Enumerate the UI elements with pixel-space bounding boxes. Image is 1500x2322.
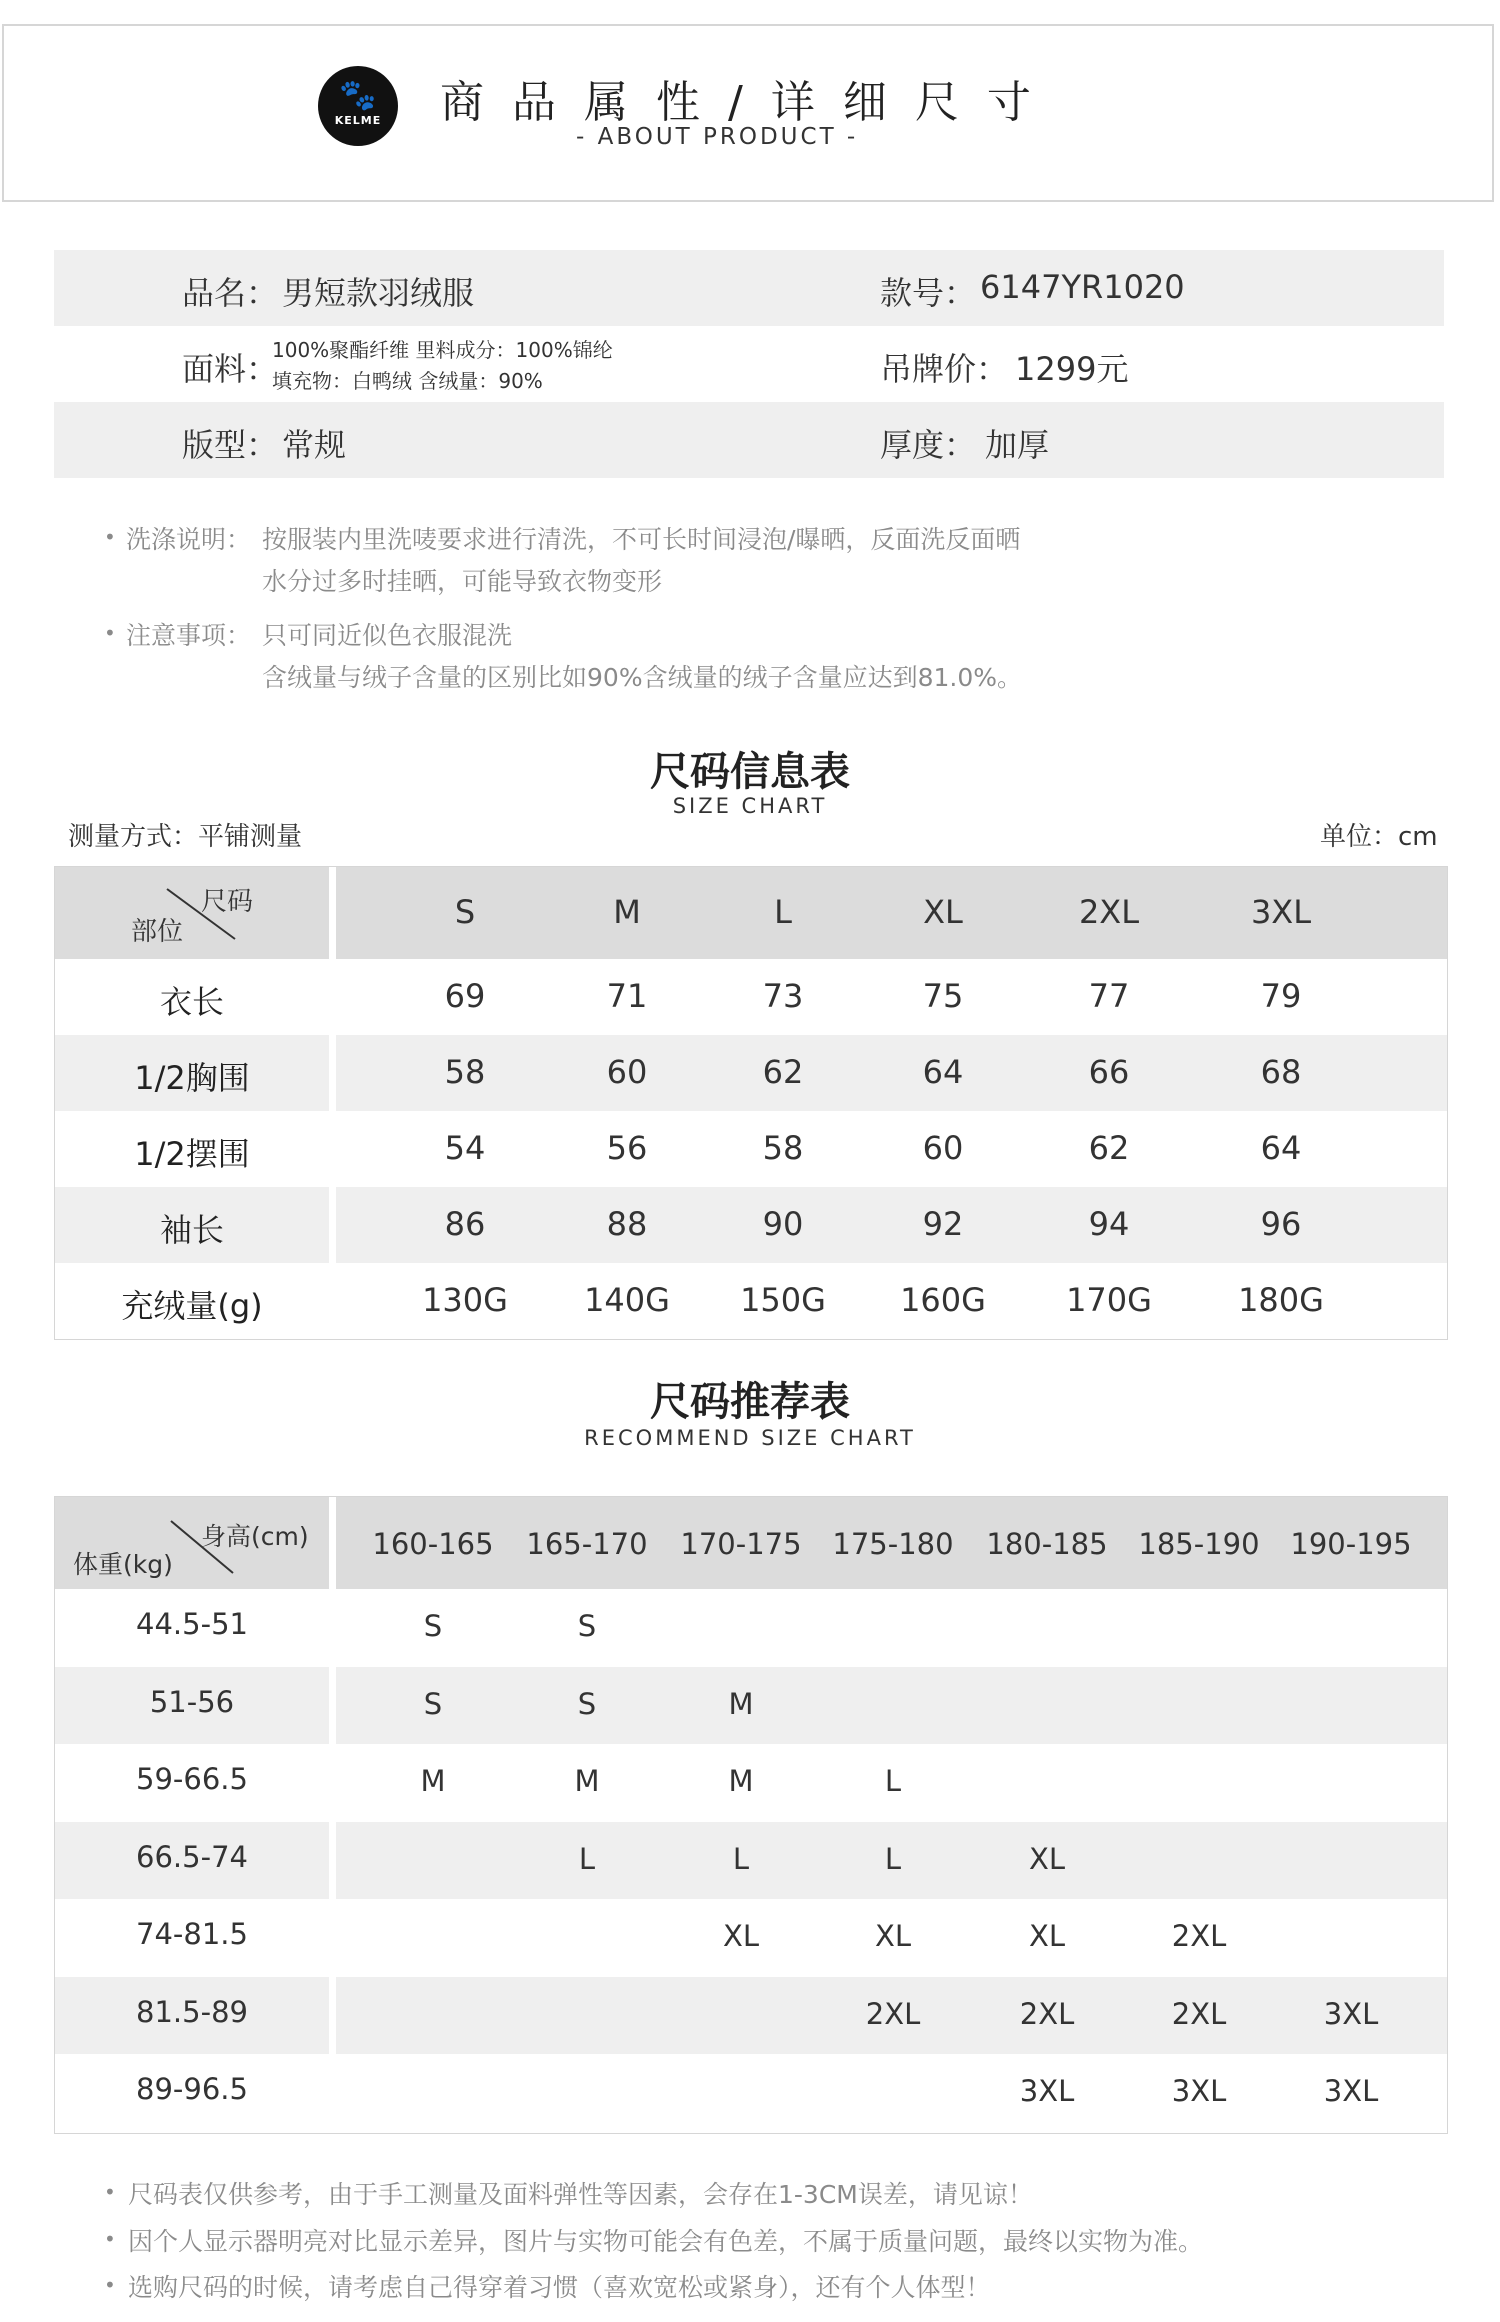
- size-chart-table: [54, 866, 1448, 1340]
- page-title: 商品属性/详细尺寸: [440, 77, 1059, 128]
- logo-brand-text: KELME: [334, 114, 382, 127]
- height-header-cell: 175-180: [832, 1527, 954, 1561]
- recommended-size-cell: 3XL: [1323, 1996, 1379, 2031]
- unit-label: 单位：cm: [1320, 822, 1438, 852]
- recommended-size-cell: M: [728, 1686, 754, 1721]
- recommended-size-cell: 2XL: [1171, 1919, 1227, 1953]
- bullet-dot: •: [104, 621, 116, 645]
- recommended-size-cell: L: [884, 1841, 902, 1876]
- caution-line-1: 只可同近似色衣服混洗: [262, 621, 513, 650]
- recommended-size-cell: L: [884, 1764, 902, 1798]
- size-chart-row: [55, 1111, 1447, 1187]
- size-value-cell: 64: [1260, 1129, 1302, 1167]
- row-divider: [329, 1667, 336, 1745]
- weight-row-label: 81.5-89: [136, 1994, 248, 2029]
- corner-bottom-label: 体重(kg): [73, 1550, 173, 1579]
- size-header-cell: S: [454, 893, 476, 931]
- size-value-cell: 64: [922, 1053, 964, 1091]
- style-label: 款号：: [880, 274, 977, 312]
- footer-note-1: 尺码表仅供参考，由于手工测量及面料弹性等因素，会存在1-3CM误差，请见谅！: [128, 2180, 1033, 2209]
- size-row-label: 1/2摆围: [134, 1135, 250, 1173]
- size-header-cell: L: [774, 893, 792, 931]
- weight-row-label: 74-81.5: [136, 1917, 248, 1951]
- recommend-row: [55, 1667, 1447, 1745]
- size-row-label: 衣长: [159, 983, 224, 1021]
- height-header-cell: 170-175: [680, 1527, 802, 1561]
- row-divider: [329, 1035, 336, 1111]
- recommended-size-cell: S: [423, 1686, 443, 1721]
- size-row-label: 袖长: [159, 1211, 224, 1249]
- recommended-size-cell: M: [728, 1764, 754, 1798]
- size-chart-row: [55, 1263, 1447, 1339]
- wash-line-2: 水分过多时挂晒，可能导致衣物变形: [262, 567, 663, 596]
- size-value-cell: 54: [444, 1129, 486, 1167]
- recommend-row: [55, 1977, 1447, 2055]
- corner-top-label: 身高(cm): [201, 1522, 309, 1551]
- size-value-cell: 79: [1260, 977, 1302, 1015]
- kelme-logo: [318, 66, 398, 146]
- size-chart-title: 尺码信息表: [650, 749, 850, 795]
- size-value-cell: 68: [1260, 1053, 1302, 1091]
- size-chart-header-row: [55, 867, 1447, 959]
- size-value-cell: 86: [444, 1205, 486, 1243]
- fit-label: 版型：: [182, 426, 279, 464]
- recommend-header-row: [55, 1497, 1447, 1589]
- recommended-size-cell: S: [577, 1686, 597, 1721]
- recommended-size-cell: XL: [722, 1919, 760, 1953]
- recommended-size-cell: L: [578, 1841, 596, 1876]
- recommended-size-cell: XL: [1028, 1919, 1066, 1953]
- recommended-size-cell: 3XL: [1171, 2074, 1227, 2108]
- recommended-size-cell: M: [420, 1764, 446, 1798]
- row-divider: [329, 1822, 336, 1900]
- bullet-dot: •: [104, 2180, 116, 2204]
- recommend-chart-title: 尺码推荐表: [650, 1379, 850, 1425]
- size-value-cell: 62: [762, 1053, 804, 1091]
- row-divider: [329, 959, 336, 1035]
- bullet-dot: •: [104, 525, 116, 549]
- size-value-cell: 150G: [740, 1281, 826, 1319]
- size-value-cell: 71: [606, 977, 648, 1015]
- recommend-row: [55, 1899, 1447, 1977]
- size-header-cell: M: [613, 893, 641, 931]
- size-row-label: 1/2胸围: [134, 1059, 250, 1097]
- weight-row-label: 59-66.5: [136, 1762, 248, 1796]
- name-value: 男短款羽绒服: [282, 274, 475, 312]
- price-label: 吊牌价：: [880, 350, 1009, 388]
- price-value: 1299元: [1015, 350, 1129, 388]
- size-value-cell: 69: [444, 977, 486, 1015]
- height-header-cell: 165-170: [526, 1527, 648, 1561]
- size-value-cell: 170G: [1066, 1281, 1152, 1319]
- row-divider: [329, 1744, 336, 1822]
- size-value-cell: 90: [762, 1205, 804, 1243]
- fabric-line-1: 100%聚酯纤维 里料成分：100%锦纶: [272, 338, 613, 362]
- size-value-cell: 92: [922, 1205, 964, 1243]
- fit-value: 常规: [282, 426, 347, 464]
- recommend-row: [55, 1589, 1447, 1667]
- bullet-dot: •: [104, 2227, 116, 2251]
- recommended-size-cell: S: [577, 1609, 597, 1643]
- style-value: 6147YR1020: [980, 268, 1185, 306]
- recommended-size-cell: 2XL: [1171, 1996, 1227, 2031]
- size-header-cell: XL: [923, 893, 963, 931]
- size-value-cell: 130G: [422, 1281, 508, 1319]
- footer-note-2: 因个人显示器明亮对比显示差异，图片与实物可能会有色差，不属于质量问题，最终以实物为准。: [128, 2227, 1204, 2256]
- size-value-cell: 88: [606, 1205, 648, 1243]
- recommend-row: [55, 1744, 1447, 1822]
- corner-top-label: 尺码: [201, 887, 254, 917]
- size-value-cell: 58: [444, 1053, 486, 1091]
- recommended-size-cell: 2XL: [1019, 1996, 1075, 2031]
- height-header-cell: 180-185: [986, 1527, 1108, 1561]
- recommended-size-cell: 3XL: [1019, 2074, 1075, 2108]
- recommend-row: [55, 2054, 1447, 2132]
- row-divider: [329, 1977, 336, 2055]
- recommend-row: [55, 1822, 1447, 1900]
- fabric-label: 面料：: [182, 350, 279, 388]
- size-value-cell: 58: [762, 1129, 804, 1167]
- corner-bottom-label: 部位: [131, 917, 184, 947]
- page-subtitle: - ABOUT PRODUCT -: [576, 124, 859, 150]
- size-value-cell: 96: [1260, 1205, 1302, 1243]
- recommend-chart-table: [54, 1496, 1448, 2134]
- footer-note-3: 选购尺码的时候，请考虑自己得穿着习惯（喜欢宽松或紧身），还有个人体型！: [128, 2273, 991, 2302]
- measure-method: 测量方式：平铺测量: [68, 822, 303, 852]
- size-header-cell: 3XL: [1250, 893, 1312, 931]
- weight-row-label: 66.5-74: [136, 1839, 248, 1874]
- recommended-size-cell: XL: [874, 1919, 912, 1953]
- row-divider: [329, 1187, 336, 1263]
- size-chart-row: [55, 959, 1447, 1035]
- weight-row-label: 89-96.5: [136, 2072, 248, 2106]
- size-value-cell: 56: [606, 1129, 648, 1167]
- row-divider: [329, 1589, 336, 1667]
- bullet-dot: •: [104, 2273, 116, 2297]
- size-value-cell: 180G: [1238, 1281, 1324, 1319]
- thickness-value: 加厚: [985, 426, 1050, 464]
- height-header-cell: 160-165: [372, 1527, 494, 1561]
- row-divider: [329, 2054, 336, 2132]
- wash-label: 洗涤说明：: [126, 525, 252, 554]
- row-divider: [329, 1263, 336, 1339]
- row-divider: [329, 1899, 336, 1977]
- recommended-size-cell: S: [423, 1609, 443, 1643]
- size-value-cell: 77: [1088, 977, 1130, 1015]
- recommend-chart-subtitle: RECOMMEND SIZE CHART: [584, 1426, 916, 1450]
- diagonal-divider: [55, 867, 329, 959]
- paw-icon: 🐾: [339, 78, 377, 113]
- size-value-cell: 60: [922, 1129, 964, 1167]
- weight-row-label: 51-56: [149, 1684, 235, 1719]
- recommended-size-cell: M: [574, 1764, 600, 1798]
- size-chart-row: [55, 1187, 1447, 1263]
- header-divider: [329, 867, 336, 959]
- size-chart-row: [55, 1035, 1447, 1111]
- wash-line-1: 按服装内里洗唛要求进行清洗，不可长时间浸泡/曝晒，反面洗反面晒: [262, 525, 1021, 554]
- size-value-cell: 160G: [900, 1281, 986, 1319]
- size-value-cell: 140G: [584, 1281, 670, 1319]
- header-divider: [329, 1497, 336, 1589]
- size-value-cell: 62: [1088, 1129, 1130, 1167]
- height-header-cell: 190-195: [1290, 1527, 1412, 1561]
- size-row-label: 充绒量(g): [121, 1287, 263, 1325]
- size-value-cell: 60: [606, 1053, 648, 1091]
- caution-line-2: 含绒量与绒子含量的区别比如90%含绒量的绒子含量应达到81.0%。: [262, 663, 1022, 692]
- recommended-size-cell: XL: [1028, 1841, 1066, 1876]
- size-value-cell: 94: [1088, 1205, 1130, 1243]
- size-header-cell: 2XL: [1078, 893, 1140, 931]
- size-value-cell: 66: [1088, 1053, 1130, 1091]
- weight-row-label: 44.5-51: [136, 1607, 248, 1641]
- name-label: 品名：: [182, 274, 279, 312]
- size-value-cell: 73: [762, 977, 804, 1015]
- fabric-line-2: 填充物：白鸭绒 含绒量：90%: [272, 369, 543, 393]
- height-header-cell: 185-190: [1138, 1527, 1260, 1561]
- recommended-size-cell: 2XL: [865, 1996, 921, 2031]
- size-chart-subtitle: SIZE CHART: [672, 794, 828, 818]
- size-value-cell: 75: [922, 977, 964, 1015]
- recommended-size-cell: 3XL: [1323, 2074, 1379, 2108]
- thickness-label: 厚度：: [880, 426, 977, 464]
- recommended-size-cell: L: [732, 1841, 750, 1876]
- caution-label: 注意事项：: [126, 621, 252, 650]
- row-divider: [329, 1111, 336, 1187]
